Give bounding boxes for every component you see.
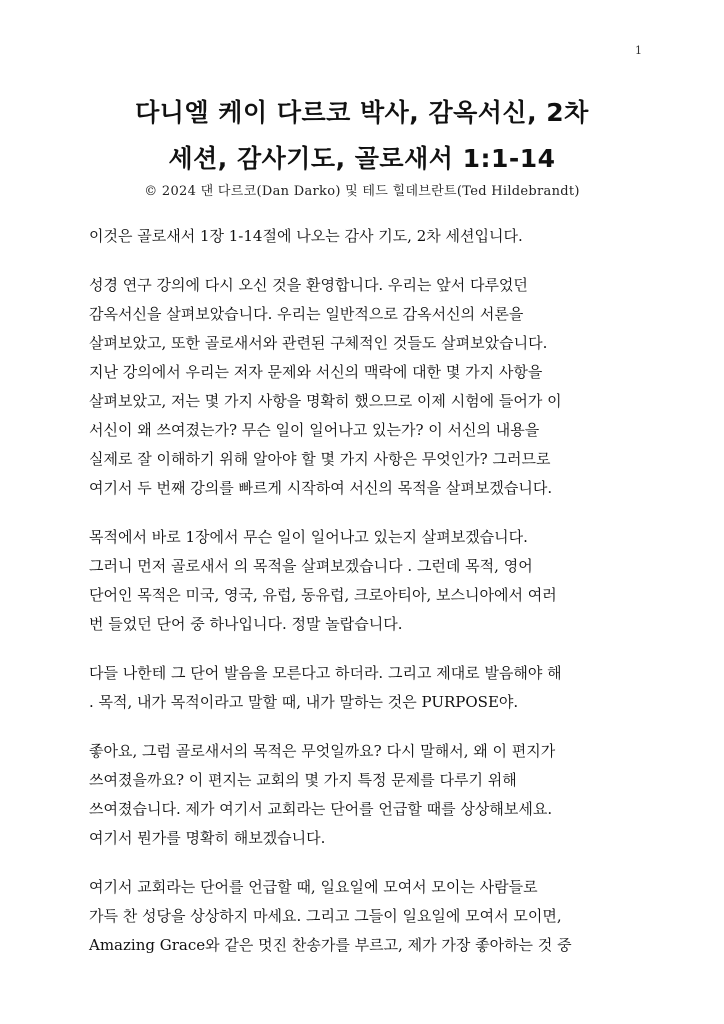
- body-paragraph: [89, 873, 649, 960]
- body-paragraph: [89, 659, 649, 717]
- text-line: 쓰여졌을까요? 이 편지는 교회의 몇 가지 특정 문제를 다루기 위해: [89, 771, 517, 789]
- text-line: 가득 찬 성당을 상상하지 마세요. 그리고 그들이 일요일에 모여서 모이면,: [89, 907, 562, 925]
- text-line: Amazing Grace와 같은 멋진 찬송가를 부르고, 제가 가장 좋아하는 것 중: [89, 936, 572, 954]
- text-line: 여기서 두 번째 강의를 빠르게 시작하여 서신의 목적을 살펴보겠습니다.: [89, 479, 553, 497]
- text-line: 지난 강의에서 우리는 저자 문제와 서신의 맥락에 대한 몇 가지 사항을: [89, 363, 543, 381]
- text-line: 여기서 교회라는 단어를 언급할 때, 일요일에 모여서 모이는 사람들로: [89, 878, 538, 896]
- text-line: 살펴보았고, 저는 몇 가지 사항을 명확히 했으므로 이제 시험에 들어가 이: [89, 392, 562, 410]
- text-line: 성경 연구 강의에 다시 오신 것을 환영합니다. 우리는 앞서 다루었던: [89, 276, 528, 294]
- body-paragraph: [89, 271, 649, 503]
- text-line: 여기서 뭔가를 명확히 해보겠습니다.: [89, 829, 326, 847]
- text-line: 이것은 골로새서 1장 1-14절에 나오는 감사 기도, 2차 세션입니다.: [89, 227, 523, 245]
- body-paragraph: [89, 523, 649, 639]
- text-line: 쓰여졌습니다. 제가 여기서 교회라는 단어를 언급할 때를 상상해보세요.: [89, 800, 553, 818]
- text-line: . 목적, 내가 목적이라고 말할 때, 내가 말하는 것은 PURPOSE야.: [89, 693, 519, 711]
- page-number: 1: [635, 44, 642, 57]
- text-line: 다들 나한테 그 단어 발음을 모른다고 하더라. 그리고 제대로 발음해야 해: [89, 664, 562, 682]
- text-line: 번 들었던 단어 중 하나입니다. 정말 놀랍습니다.: [89, 615, 403, 633]
- title-line-2: 세션, 감사기도, 골로새서 1:1-14: [168, 144, 556, 173]
- intro-paragraph: [89, 222, 649, 251]
- text-line: 실제로 잘 이해하기 위해 알아야 할 몇 가지 사항은 무엇인가? 그러므로: [89, 450, 551, 468]
- text-line: 감옥서신을 살펴보았습니다. 우리는 일반적으로 감옥서신의 서론을: [89, 305, 524, 323]
- title-line-1: 다니엘 케이 다르코 박사, 감옥서신, 2차: [135, 98, 589, 127]
- document-body: [89, 222, 649, 980]
- copyright-line: © 2024 댄 다르코(Dan Darko) 및 테드 힐데브란트(Ted Hildebrandt): [144, 184, 580, 199]
- text-line: 목적에서 바로 1장에서 무슨 일이 일어나고 있는지 살펴보겠습니다.: [89, 528, 528, 546]
- text-line: 단어인 목적은 미국, 영국, 유럽, 동유럽, 크로아티아, 보스니아에서 여러: [89, 586, 557, 604]
- body-paragraph: [89, 737, 649, 853]
- text-line: 서신이 왜 쓰여졌는가? 무슨 일이 일어나고 있는가? 이 서신의 내용을: [89, 421, 540, 439]
- text-line: 좋아요, 그럼 골로새서의 목적은 무엇일까요? 다시 말해서, 왜 이 편지가: [89, 742, 556, 760]
- text-line: 그러니 먼저 골로새서 의 목적을 살펴보겠습니다 . 그런데 목적, 영어: [89, 557, 533, 575]
- document-title: [60, 90, 664, 182]
- text-line: 살펴보았고, 또한 골로새서와 관련된 구체적인 것들도 살펴보았습니다.: [89, 334, 548, 352]
